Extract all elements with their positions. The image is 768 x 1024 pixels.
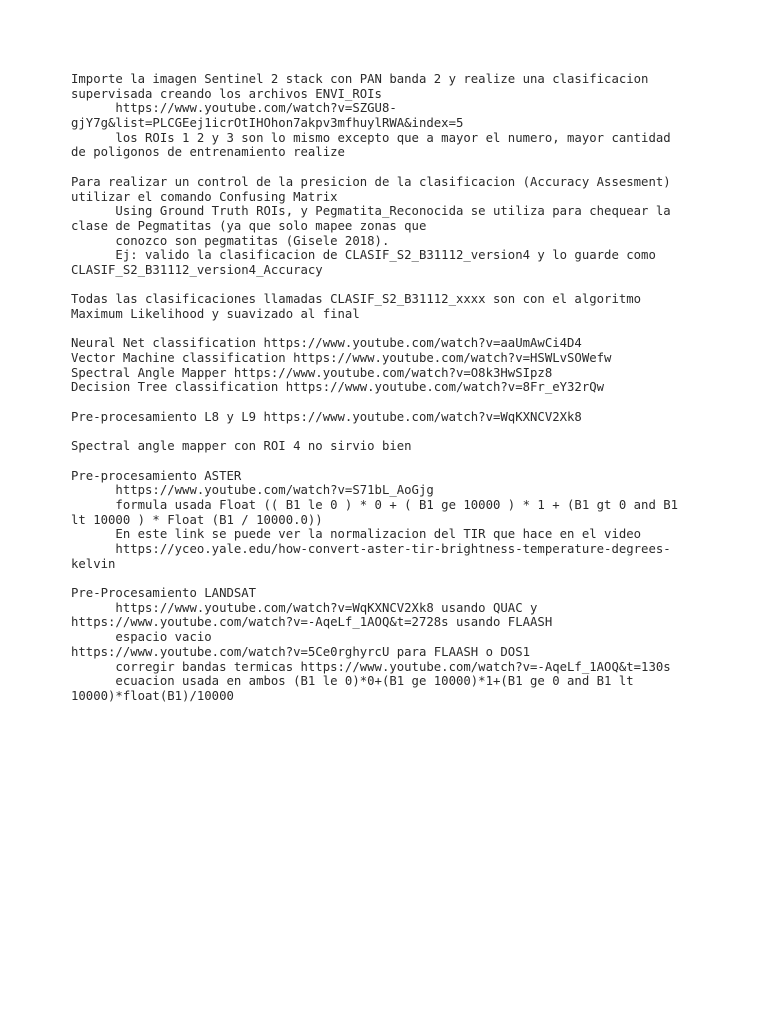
text-line: CLASIF_S2_B31112_version4_Accuracy (71, 262, 323, 277)
text-line: clase de Pegmatitas (ya que solo mapee zonas que (71, 218, 427, 233)
text-line: de poligonos de entrenamiento realize (71, 145, 345, 160)
text-line: supervisada creando los archivos ENVI_ROIs (71, 86, 382, 101)
link-line: gjY7g&list=PLCGEej1icrOtIHOhon7akpv3mfhuylRWA&index=5 (71, 116, 464, 131)
text-line: conozco son pegmatitas (Gisele 2018). (71, 233, 390, 248)
blank-line (71, 395, 701, 410)
link-line: kelvin (71, 556, 116, 571)
document-body (71, 72, 701, 704)
blank-line (71, 454, 701, 469)
link-line: https://www.youtube.com/watch?v=5Ce0rghyrcU para FLAASH o DOS1 (71, 644, 531, 659)
text-line: 10000)*float(B1)/10000 (71, 688, 234, 703)
text-line: espacio vacio (71, 630, 212, 645)
link-line: https://www.youtube.com/watch?v=SZGU8- (71, 101, 397, 116)
text-line: formula usada Float (( B1 le 0 ) * 0 + ( B1 ge 10000 ) * 1 + (B1 gt 0 and B1 (71, 497, 679, 512)
text-line: Maximum Likelihood y suavizado al final (71, 307, 360, 321)
link-line: https://www.youtube.com/watch?v=S71bL_AoGjg (71, 483, 434, 498)
link-line: Vector Machine classification https://www.youtube.com/watch?v=HSWLvSOWefw (71, 351, 612, 366)
link-line: Spectral Angle Mapper https://www.youtube.com/watch?v=O8k3HwSIpz8 (71, 365, 553, 380)
text-line: ecuacion usada en ambos (B1 le 0)*0+(B1 ge 10000)*1+(B1 ge 0 and B1 lt (71, 674, 634, 689)
blank-line (71, 425, 701, 440)
blank-line (71, 571, 701, 586)
text-line: lt 10000 ) * Float (B1 / 10000.0)) (71, 512, 323, 527)
text-line: Pre-procesamiento ASTER (71, 468, 242, 483)
text-line: Todas las clasificaciones llamadas CLASIF_S2_B31112_xxxx son con el algoritmo (71, 292, 642, 307)
text-line: Importe la imagen Sentinel 2 stack con PAN banda 2 y realize una clasificacion (71, 72, 649, 86)
text-line: En este link se puede ver la normalizacion del TIR que hace en el video (71, 527, 642, 542)
text-line: Ej: valido la clasificacion de CLASIF_S2_B31112_version4 y lo guarde como (71, 248, 656, 263)
blank-line (71, 160, 701, 175)
link-line: Pre-procesamiento L8 y L9 https://www.youtube.com/watch?v=WqKXNCV2Xk8 (71, 409, 582, 424)
blank-line (71, 278, 701, 293)
text-line: Using Ground Truth ROIs, y Pegmatita_Reconocida se utiliza para chequear la (71, 204, 671, 219)
text-line: Para realizar un control de la presicion de la clasificacion (Accuracy Assesment) (71, 174, 671, 189)
text-line: Pre-Procesamiento LANDSAT (71, 586, 257, 601)
link-line: Decision Tree classification https://www.youtube.com/watch?v=8Fr_eY32rQw (71, 380, 605, 395)
link-line: https://www.youtube.com/watch?v=-AqeLf_1AOQ&t=2728s usando FLAASH (71, 615, 553, 630)
link-line: corregir bandas termicas https://www.youtube.com/watch?v=-AqeLf_1AOQ&t=130s (71, 659, 671, 674)
blank-line (71, 322, 701, 337)
text-line: los ROIs 1 2 y 3 son lo mismo excepto que a mayor el numero, mayor cantidad (71, 130, 671, 145)
text-line: utilizar el comando Confusing Matrix (71, 189, 338, 204)
link-line: https://www.youtube.com/watch?v=WqKXNCV2Xk8 usando QUAC y (71, 600, 538, 615)
link-line: https://yceo.yale.edu/how-convert-aster-tir-brightness-temperature-degrees- (71, 542, 671, 556)
text-line: Spectral angle mapper con ROI 4 no sirvio bien (71, 439, 412, 454)
link-line: Neural Net classification https://www.youtube.com/watch?v=aaUmAwCi4D4 (71, 336, 582, 351)
